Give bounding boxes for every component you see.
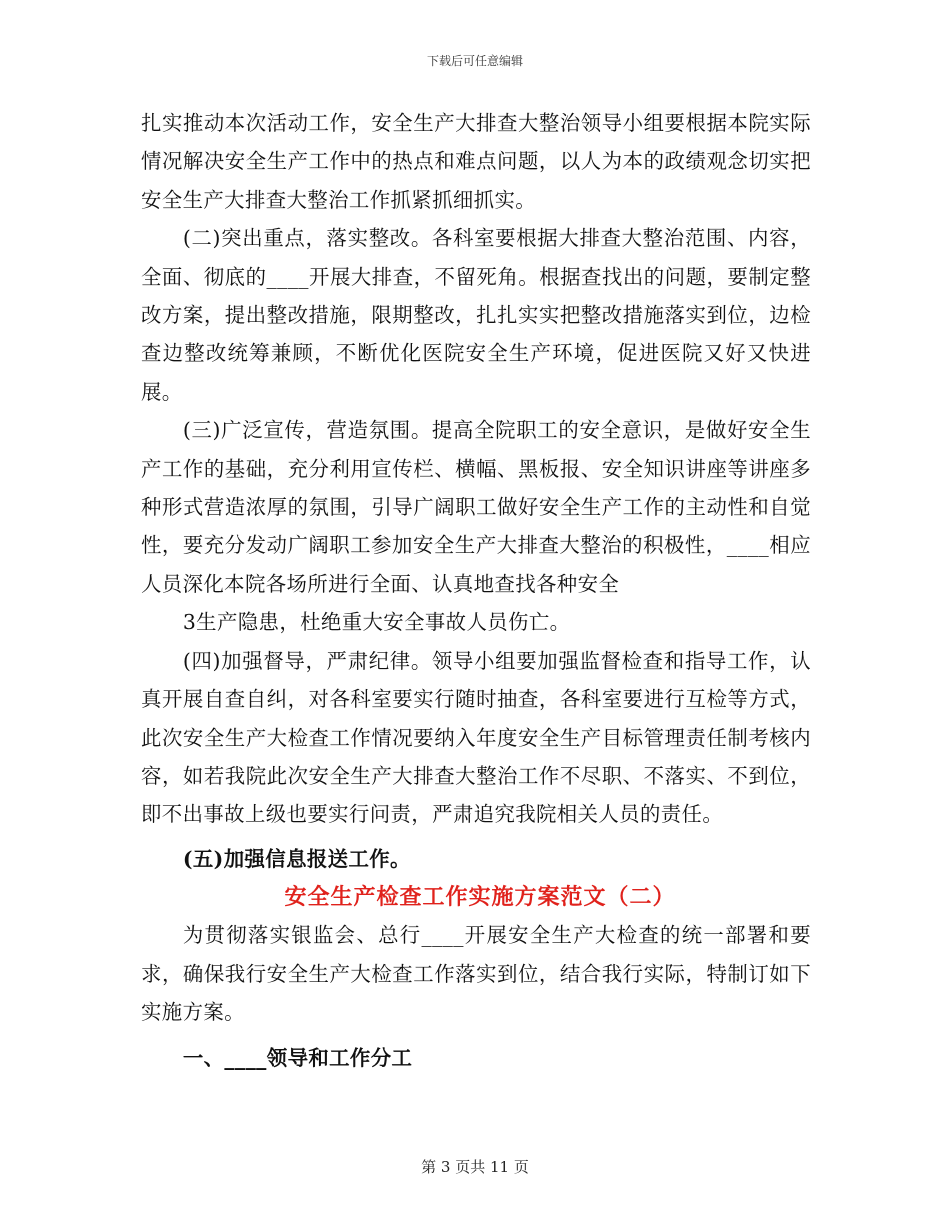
paragraph-3: (三)广泛宣传，营造氛围。提高全院职工的安全意识，是做好安全生产工作的基础，充分利用宣传栏、横幅、黑板报、安全知识讲座等讲座多种形式营造浓厚的氛围，引导广阔职工做好安全生产工作的主动性和自觉性，要充分发动广阔职工参加安全生产大排查大整治的积极性，____相应人员深化本院各场所进行全面、认真地查找各种安全	[141, 418, 811, 596]
paragraph-6-heading: (五)加强信息报送工作。	[182, 846, 411, 871]
page-header-note: 下载后可任意编辑	[426, 54, 523, 68]
page-number: 第 3 页共 11 页	[421, 1158, 529, 1176]
paragraph-7: 为贯彻落实银监会、总行____开展安全生产大检查的统一部署和要求，确保我行安全生产大检查工作落实到位，结合我行实际，特制订如下实施方案。	[141, 923, 811, 1024]
document-body	[141, 104, 811, 1078]
paragraph-2: (二)突出重点，落实整改。各科室要根据大排查大整治范围、内容，全面、彻底的____开展大排查，不留死角。根据查找出的问题，要制定整改方案，提出整改措施，限期整改，扎扎实实把整改措施落实到位，边检查边整改统筹兼顾，不断优化医院安全生产环境，促进医院又好又快进展。	[141, 226, 811, 404]
paragraph-1: 扎实推动本次活动工作，安全生产大排查大整治领导小组要根据本院实际情况解决安全生产工作中的热点和难点问题，以人为本的政绩观念切实把安全生产大排查大整治工作抓紧抓细抓实。	[141, 111, 811, 212]
paragraph-4: 3生产隐患，杜绝重大安全事故人员伤亡。	[182, 610, 571, 635]
paragraph-5: (四)加强督导，严肃纪律。领导小组要加强监督检查和指导工作，认真开展自查自纠，对各科室要实行随时抽查，各科室要进行互检等方式，此次安全生产大检查工作情况要纳入年度安全生产目标管理责任制考核内容，如若我院此次安全生产大排查大整治工作不尽职、不落实、不到位，即不出事故上级也要实行问责，严肃追究我院相关人员的责任。	[141, 648, 811, 827]
section-title: 安全生产检查工作实施方案范文（二）	[284, 884, 676, 911]
paragraph-8-heading: 一、____领导和工作分工	[182, 1046, 413, 1071]
